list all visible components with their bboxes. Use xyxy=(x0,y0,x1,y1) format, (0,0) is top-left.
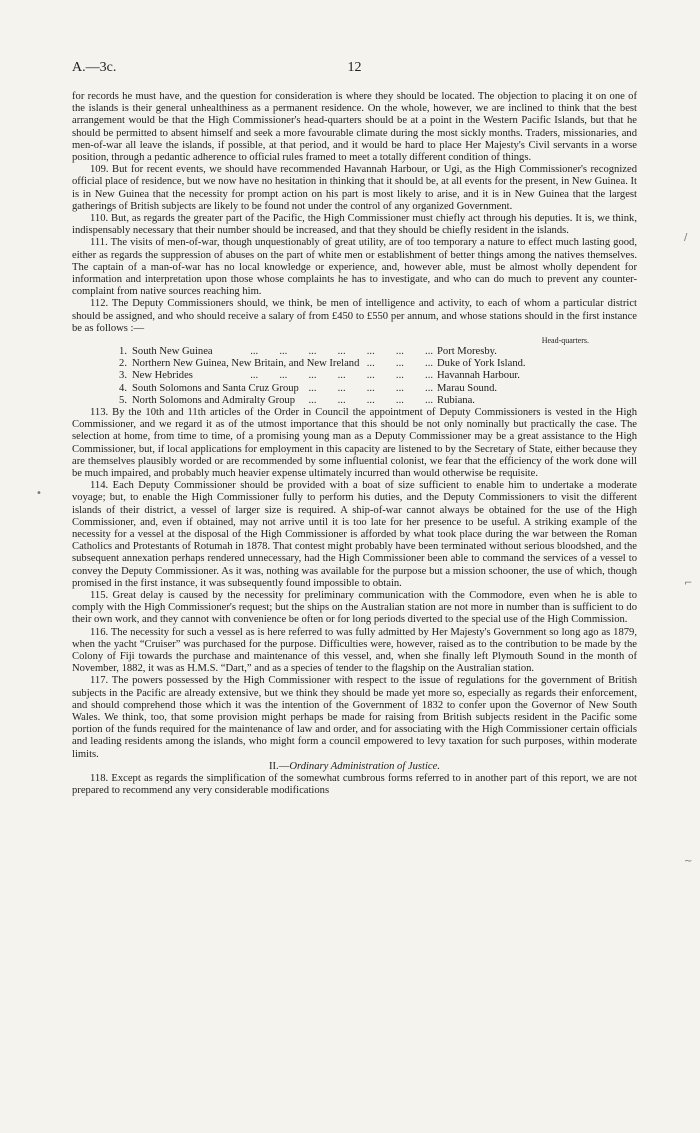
paragraph-118: 118. Except as regards the simplification of the somewhat cumbrous forms referred to in another part of this report, we are not prepared to recommend any very considerable modifications xyxy=(72,773,637,797)
station-district: North Solomons and Admiralty Group ... xyxy=(132,395,437,407)
station-number: 4. xyxy=(119,382,127,394)
margin-dot-icon: • xyxy=(36,488,42,499)
station-headquarters: Rubiana. xyxy=(437,394,475,406)
station-district: Northern New Guinea, New Britain, and New Ireland ... xyxy=(132,358,437,370)
paragraph-114: 114. Each Deputy Commissioner should be provided with a boat of size sufficient to enable him to undertake a moderate voyage; but, to enable the High Commissioner fully to perform his duties, and the Deputy Commissioners to visit the different islands of their district, a vessel of larger size is required. A ship-of-war cannot always be obtained for the use of the High Commissioner, and, even if obtained, may not arrive until it is too late for her presence to be useful. A striking example of the necessity for a vessel at the disposal of the High Commissioner is afforded by what took place during the war between the Roman Catholics and Protestants of Rotumah in 1878. That contest might probably have been terminated without serious bloodshed, and the subsequent annexation perhaps rendered unnecessary, had the High Commissioner been able to command the services of a vessel to convey the Deputy Commissioner. As it was, nothing was available for the purpose but a mission schooner, the use of which, though promised in the first instance, it was subsequently found impossible to obtain. xyxy=(72,480,637,589)
margin-tick-icon: / xyxy=(684,232,688,243)
station-row xyxy=(72,383,637,395)
station-headquarters: Port Moresby. xyxy=(437,346,497,358)
section-title: Ordinary Administration of Justice. xyxy=(289,760,440,772)
station-number: 2. xyxy=(119,358,127,370)
page-header xyxy=(72,60,637,76)
page-reference: A.—3c. xyxy=(72,60,117,75)
station-number: 5. xyxy=(119,394,127,406)
paragraph-continuation: for records he must have, and the question for consideration is where they should be located. The objection to placing it on one of the islands is their general unhealthiness as a permanent residence. On the whole, however, we are inclined to think that the best arrangement would be that the High Commissioner's head-quarters should be at a point in the Western Pacific Islands, but that he should be permitted to absent himself and seek a more favourable climate during the most sickly months. Traders, missionaries, and men-of-war all leave the islands, if possible, at that period, and it would be hard to place Her Majesty's Civil servants in a worse position, through a pedantic adherence to official rules framed to meet a totally different condition of things. xyxy=(72,91,637,164)
paragraph-110: 110. But, as regards the greater part of the Pacific, the High Commissioner must chiefly act through his deputies. It is, we think, indispensably necessary that their number should be increased, and that they should be chiefly resident in the islands. xyxy=(72,213,637,237)
page-number: 12 xyxy=(347,60,362,75)
station-district: South New Guinea ... xyxy=(132,346,437,358)
margin-tick-icon: ~ xyxy=(684,856,693,867)
station-row xyxy=(72,395,637,407)
paragraph-112: 112. The Deputy Commissioners should, we think, be men of intelligence and activity, to each of whom a particular district should be assigned, and who should receive a salary of from £450 to £550 per annum, and whose stations should in the first instance be as follows :— xyxy=(72,298,637,334)
paragraph-116: 116. The necessity for such a vessel as is here referred to was fully admitted by Her Majesty's Government so long ago as 1879, when the yacht “Cruiser” was purchased for the purpose. Difficulties were, however, raised as to the contribution to be made by the Colony of Fiji towards the purchase and maintenance of this vessel, and, when she finally left Plymouth Sound in the month of November, 1882, it was as H.M.S. “Dart,” and as a species of tender to the flagship on the Australian station. xyxy=(72,626,637,675)
station-headquarters: Havannah Harbour. xyxy=(437,370,520,382)
station-headquarters: Duke of York Island. xyxy=(437,358,526,370)
paragraph-111: 111. The visits of men-of-war, though unquestionably of great utility, are of too temporary a nature to effect much lasting good, either as regards the suppression of abuses on the part of white men or establishment of better things among the natives themselves. The captain of a man-of-war has no local knowledge or experience, and, however able, must be almost wholly dependent for information and interpretation upon those whose complaints he has to investigate, and who can do much to prevent any counter-complaint from native sources reaching him. xyxy=(72,237,637,298)
section-numeral: II.— xyxy=(269,760,290,772)
station-row xyxy=(72,370,637,382)
station-row xyxy=(72,346,637,358)
page-body xyxy=(72,91,637,798)
section-heading xyxy=(72,761,637,773)
margin-tick-icon: ⌐ xyxy=(684,578,693,589)
station-number: 1. xyxy=(119,346,127,358)
station-district: New Hebrides ... xyxy=(132,370,437,382)
paragraph-109: 109. But for recent events, we should have recommended Havannah Harbour, or Ugi, as the High Commissioner's recognized official place of residence, but we now have no hesitation in thinking that it should be, at all events for the present, in New Guinea. It is in New Guinea that the necessity for prompt action on his part is most likely to arise, and it is in New Guinea that the largest gatherings of British subjects are likely to be found not under the control of any organized Government. xyxy=(72,164,637,212)
paragraph-117: 117. The powers possessed by the High Commissioner with respect to the issue of regulations for the government of British subjects in the Pacific are already extensive, but we think they should be made yet more so, especially as regards their enforcement, and should comprehend those which it was the intention of the Government of 1832 to confer upon the Governor of New South Wales. We think, too, that some provision might perhaps be made for raising from British subjects resident in the Pacific some portion of the funds required for the maintenance of law and order, and for associating with the High Commissioner certain officials and leading residents among the islands, who might form a council empowered to levy taxation for such purposes, within moderate limits. xyxy=(72,675,637,760)
paragraph-113: 113. By the 10th and 11th articles of the Order in Council the appointment of Deputy Commissioners is vested in the High Commissioner, and we regard it as of the utmost importance that this should be not only nominally but practically the case. The selection at home, from time to time, of a promising young man as a Deputy Commissioner may be a great assistance to the High Commissioner, but, if local applications for employment in this capacity are listened to by the Secretary of State, either because they are themselves plausibly worded or are recommended by some influential colonist, we fear that the efficiency of the work done will be much impaired, and probably much heavier expense ultimately incurred than would otherwise be requisite. xyxy=(72,407,637,480)
paragraph-115: 115. Great delay is caused by the necessity for preliminary communication with the Commodore, even when he is able to comply with the High Commissioner's request; but the ships on the Australian station are not more in number than is sufficient to do their own work, and they cannot with convenience be often or for long periods diverted to the special use of the High Commission. xyxy=(72,590,637,626)
station-row xyxy=(72,358,637,370)
headquarters-heading: Head-quarters. xyxy=(541,336,589,346)
station-number: 3. xyxy=(119,370,127,382)
stations-list xyxy=(72,346,637,407)
station-headquarters: Marau Sound. xyxy=(437,382,498,394)
station-district: South Solomons and Santa Cruz Group ... xyxy=(132,383,437,395)
